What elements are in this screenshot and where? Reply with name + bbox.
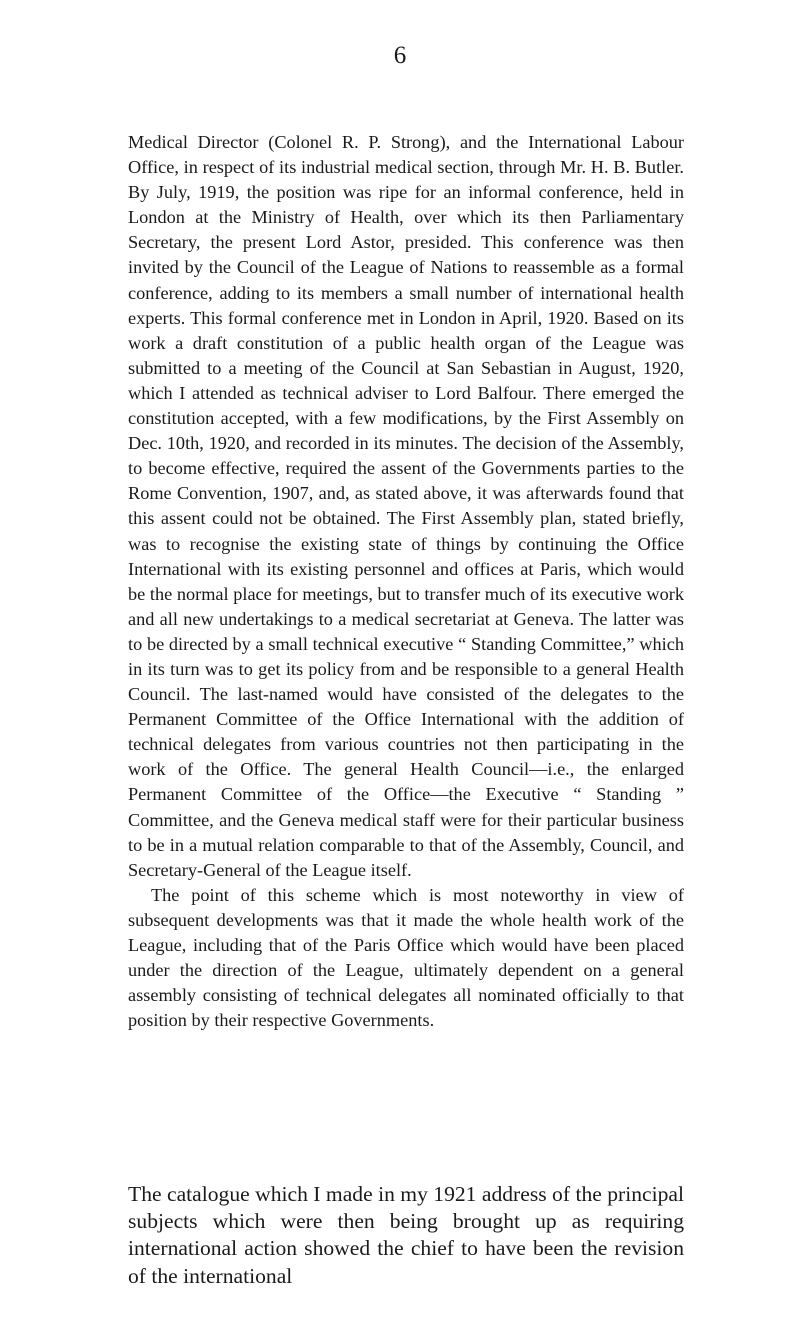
page-number: 6 (393, 42, 407, 69)
paragraph-3: The catalogue which I made in my 1921 address of the principal subjects which were then being brought up as requiring international action showed the chief to have been the revision of the international (128, 1182, 684, 1288)
paragraph-2: The point of this scheme which is most noteworthy in view of subsequent developments was that it made the whole health work of the League, including that of the Paris Office which would have been placed under the direction of the League, ultimately dependent on a general assembly consisting of technical delegates all nominated officially to that position by their respective Governments. (128, 884, 684, 1031)
closing-text (128, 1181, 684, 1290)
body-text (128, 130, 684, 1033)
paragraph-1: Medical Director (Colonel R. P. Strong), and the International Labour Office, in respect of its industrial medical section, through Mr. H. B. Butler. By July, 1919, the position was ripe for an informal conference, held in London at the Ministry of Health, over which its then Parliamentary Secretary, the present Lord Astor, presided. This conference was then invited by the Council of the League of Nations to reassemble as a formal conference, adding to its members a small number of international health experts. This formal conference met in London in April, 1920. Based on its work a draft constitution of a public health organ of the League was submitted to a meeting of the Council at San Sebastian in August, 1920, which I attended as technical adviser to Lord Balfour. There emerged the constitution accepted, with a few modifications, by the First Assembly on Dec. 10th, 1920, and recorded in its minutes. The decision of the Assembly, to become effective, required the assent of the Governments parties to the Rome Convention, 1907, and, as stated above, it was afterwards found that this assent could not be obtained. The First Assembly plan, stated briefly, was to recognise the existing state of things by continuing the Office International with its existing personnel and offices at Paris, which would be the normal place for meetings, but to transfer much of its executive work and all new undertakings to a medical secretariat at Geneva. The latter was to be directed by a small technical executive “ Standing Committee,” which in its turn was to get its policy from and be responsible to a general Health Council. The last-named would have consisted of the delegates to the Permanent Committee of the Office International with the addition of technical delegates from various countries not then participating in the work of the Office. The general Health Council—i.e., the enlarged Permanent Committee of the Office—the Executive “ Standing ” Committee, and the Geneva medical staff were for their particular business to be in a mutual relation comparable to that of the Assembly, Council, and Secretary-General of the League itself. (128, 132, 684, 880)
